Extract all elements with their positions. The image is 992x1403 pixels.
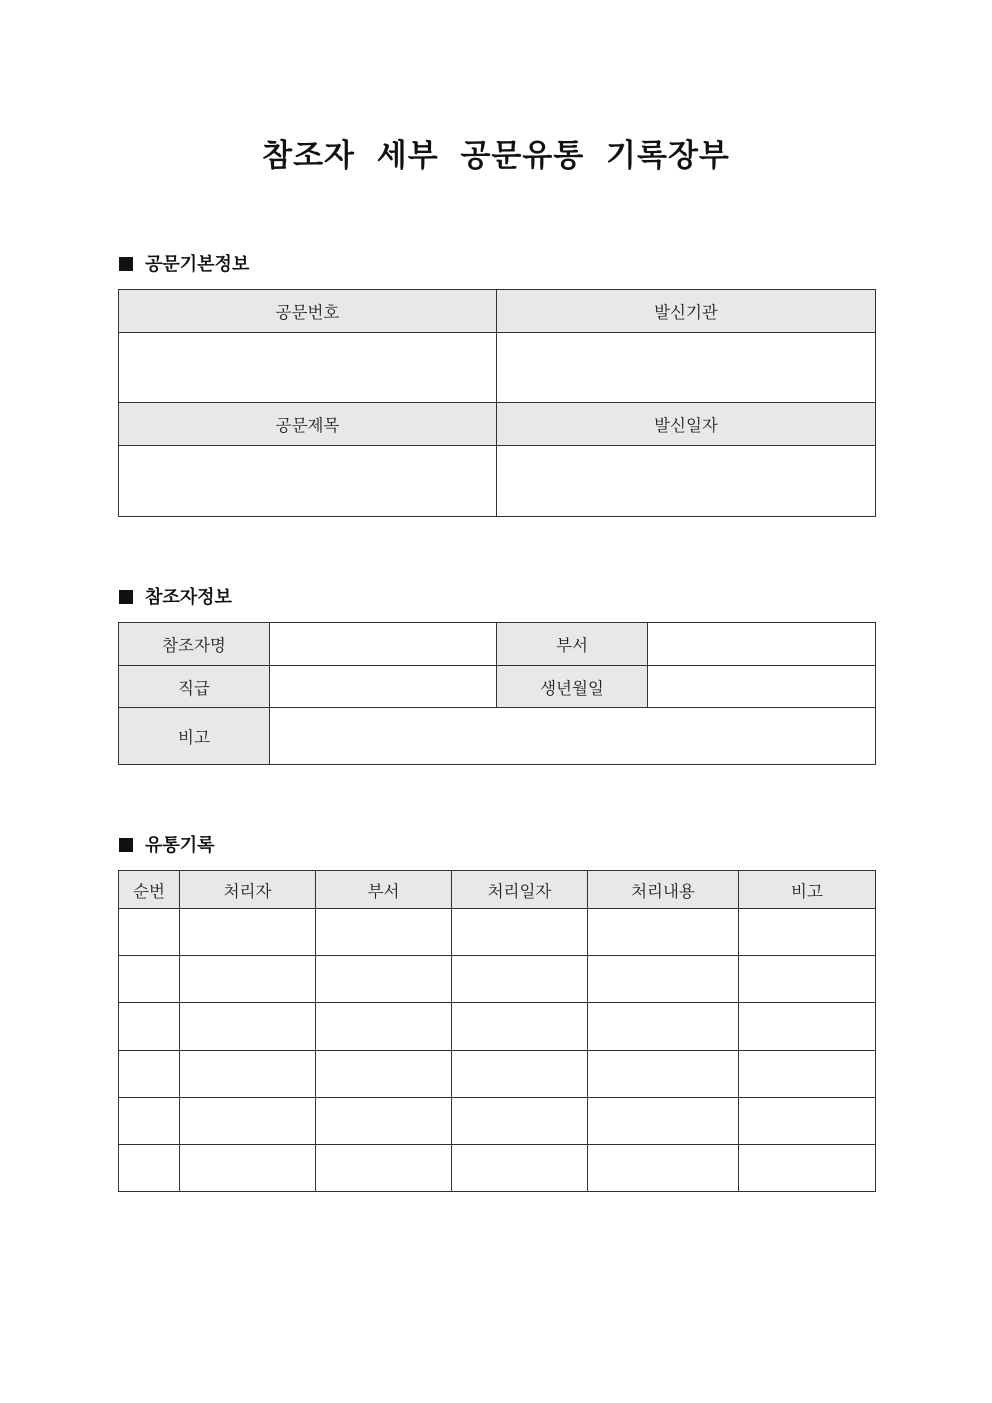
rank-label: 직급 (119, 666, 270, 708)
table-cell[interactable] (119, 909, 180, 956)
table-cell[interactable] (452, 956, 588, 1003)
basic-info-table (118, 289, 876, 517)
issuer-label: 발신기관 (497, 290, 876, 333)
table-cell[interactable] (739, 1003, 876, 1051)
column-header-process-content: 처리내용 (588, 871, 739, 909)
square-bullet-icon (119, 838, 133, 852)
flow-records-table (118, 870, 876, 1192)
table-cell[interactable] (588, 909, 739, 956)
table-cell[interactable] (316, 909, 452, 956)
flow-records-heading-text: 유통기록 (145, 835, 215, 856)
table-cell[interactable] (316, 1145, 452, 1192)
table-cell[interactable] (588, 1098, 739, 1145)
table-cell[interactable] (119, 1051, 180, 1098)
basic-info-heading-text: 공문기본정보 (145, 254, 250, 275)
table-cell[interactable] (119, 956, 180, 1003)
table-cell[interactable] (588, 956, 739, 1003)
column-header-seq: 순번 (119, 871, 180, 909)
referee-name-field[interactable] (270, 623, 497, 666)
referee-info-heading-text: 참조자정보 (145, 587, 232, 608)
table-row (119, 909, 876, 956)
column-header-remarks: 비고 (739, 871, 876, 909)
issue-date-label: 발신일자 (497, 403, 876, 446)
table-cell[interactable] (739, 1051, 876, 1098)
referee-info-heading (119, 586, 232, 610)
table-cell[interactable] (452, 909, 588, 956)
table-row (119, 956, 876, 1003)
square-bullet-icon (119, 257, 133, 271)
referee-name-label: 참조자명 (119, 623, 270, 666)
table-cell[interactable] (588, 1145, 739, 1192)
square-bullet-icon (119, 590, 133, 604)
table-cell[interactable] (316, 956, 452, 1003)
table-cell[interactable] (316, 1098, 452, 1145)
birthdate-label: 생년월일 (497, 666, 648, 708)
table-cell[interactable] (180, 1145, 316, 1192)
table-cell[interactable] (119, 1145, 180, 1192)
doc-number-label: 공문번호 (119, 290, 497, 333)
rank-field[interactable] (270, 666, 497, 708)
table-cell[interactable] (452, 1145, 588, 1192)
department-label: 부서 (497, 623, 648, 666)
remarks-field[interactable] (270, 708, 876, 765)
document-title: 참조자 세부 공문유통 기록장부 (262, 138, 730, 174)
table-row (119, 1003, 876, 1051)
table-cell[interactable] (739, 1098, 876, 1145)
table-cell[interactable] (739, 909, 876, 956)
table-cell[interactable] (739, 1145, 876, 1192)
department-field[interactable] (648, 623, 876, 666)
column-header-handler: 처리자 (180, 871, 316, 909)
table-cell[interactable] (180, 1051, 316, 1098)
table-cell[interactable] (180, 1003, 316, 1051)
table-cell[interactable] (316, 1003, 452, 1051)
table-cell[interactable] (119, 1098, 180, 1145)
table-cell[interactable] (316, 1051, 452, 1098)
doc-title-field[interactable] (119, 446, 497, 517)
table-cell[interactable] (452, 1003, 588, 1051)
table-cell[interactable] (452, 1098, 588, 1145)
issuer-field[interactable] (497, 333, 876, 403)
table-cell[interactable] (180, 956, 316, 1003)
table-cell[interactable] (180, 1098, 316, 1145)
issue-date-field[interactable] (497, 446, 876, 517)
column-header-department: 부서 (316, 871, 452, 909)
birthdate-field[interactable] (648, 666, 876, 708)
table-row (119, 1098, 876, 1145)
table-row (119, 1051, 876, 1098)
doc-number-field[interactable] (119, 333, 497, 403)
table-cell[interactable] (588, 1003, 739, 1051)
flow-records-heading (119, 834, 215, 858)
table-cell[interactable] (588, 1051, 739, 1098)
basic-info-heading (119, 253, 249, 277)
column-header-process-date: 처리일자 (452, 871, 588, 909)
table-cell[interactable] (739, 956, 876, 1003)
table-cell[interactable] (452, 1051, 588, 1098)
table-cell[interactable] (119, 1003, 180, 1051)
referee-info-table (118, 622, 876, 765)
table-row (119, 1145, 876, 1192)
remarks-label: 비고 (119, 708, 270, 765)
table-cell[interactable] (180, 909, 316, 956)
doc-title-label: 공문제목 (119, 403, 497, 446)
